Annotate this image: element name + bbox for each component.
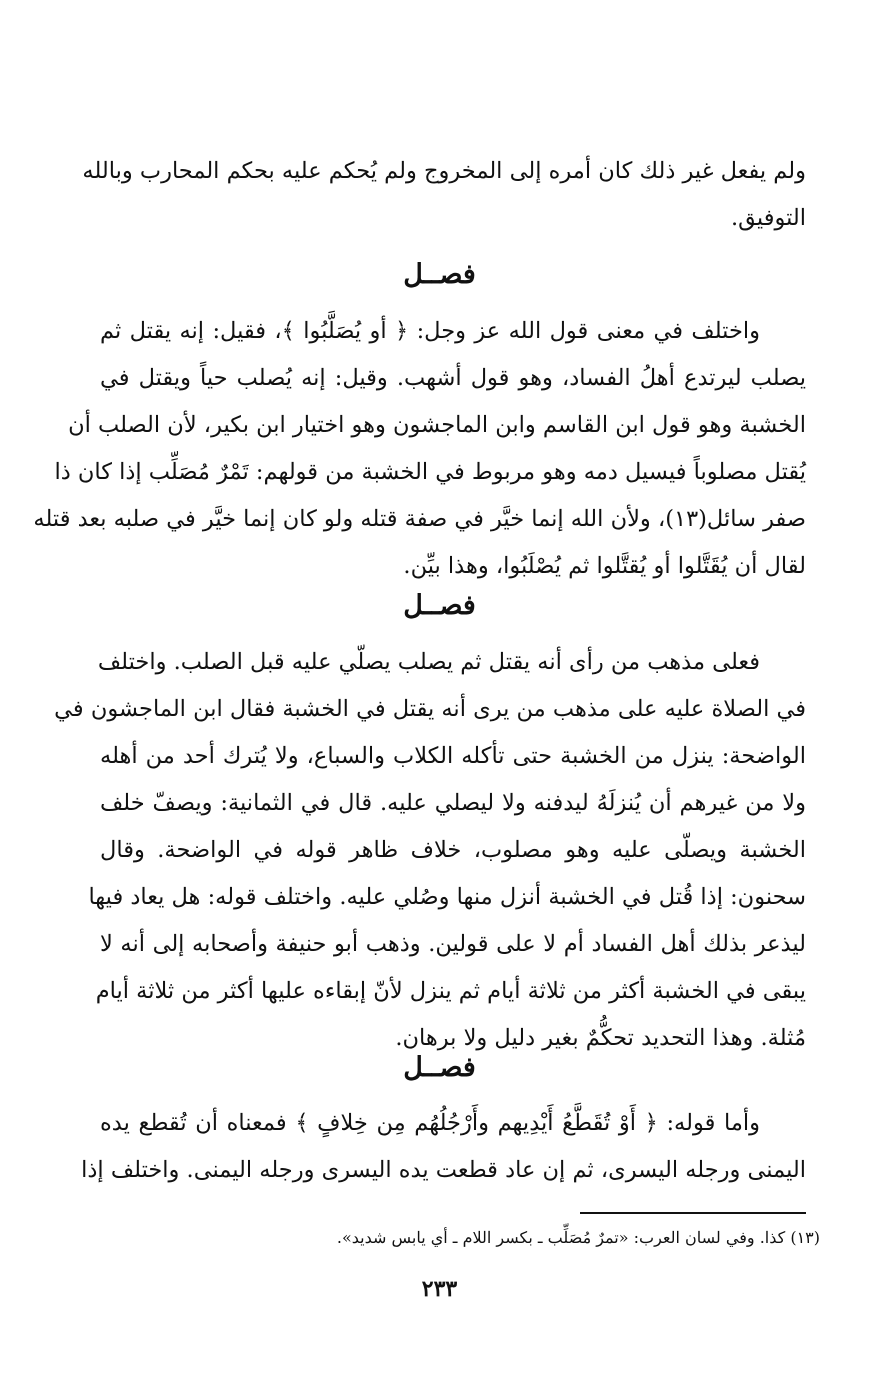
text-line: ليذعر بذلك أهل الفساد أم لا على قولين. وذهب أبو حنيفة وأصحابه إلى أنه لا xyxy=(100,931,806,957)
section-heading-2: فصــل xyxy=(403,590,476,621)
text-line: الواضحة: ينزل من الخشبة حتى تأكله الكلاب والسباع، ولا يُترك أحد من أهله xyxy=(100,743,806,769)
footnote-separator xyxy=(580,1212,806,1214)
section-heading-1: فصــل xyxy=(403,259,476,290)
text-line: الخشبة وهو قول ابن القاسم وابن الماجشون وهو اختيار ابن بكير، لأن الصلب أن xyxy=(68,412,806,438)
text-line: يبقى في الخشبة أكثر من ثلاثة أيام ثم ينزل لأنّ إبقاءه عليها أكثر من ثلاثة أيام xyxy=(95,978,806,1004)
section-heading-3: فصــل xyxy=(403,1052,476,1083)
text-line: في الصلاة عليه على مذهب من يرى أنه يقتل في الخشبة فقال ابن الماجشون في xyxy=(54,696,806,722)
text-line: وأما قوله: ﴿ أَوْ تُقَطَّعُ أَيْدِيهم وأَرْجُلُهُم مِن خِلافٍ ﴾ فمعناه أن تُقطع يده xyxy=(100,1110,760,1136)
text-line: فعلى مذهب من رأى أنه يقتل ثم يصلب يصلّي عليه قبل الصلب. واختلف xyxy=(97,649,760,675)
footnote: (١٣) كذا. وفي لسان العرب: «تمرٌ مُصَلِّب ـ بكسر اللام ـ أي يابس شديد». xyxy=(336,1228,820,1247)
text-line: صفر سائل(١٣)، ولأن الله إنما خيَّر في صفة قتله ولو كان إنما خيَّر في صلبه بعد قتله xyxy=(33,506,806,532)
intro-paragraph xyxy=(82,148,806,242)
text-line: الخشبة ويصلّى عليه وهو مصلوب، خلاف ظاهر قوله في الواضحة. وقال xyxy=(100,837,806,863)
section-2-paragraph xyxy=(54,639,806,1062)
text-line: يُقتل مصلوباً فيسيل دمه وهو مربوط في الخشبة من قولهم: تَمْرٌ مُصَلِّب إذا كان ذا xyxy=(54,459,806,485)
text-line: سحنون: إذا قُتل في الخشبة أنزل منها وصُلي عليه. واختلف قوله: هل يعاد فيها xyxy=(88,884,806,910)
text-line: التوفيق. xyxy=(731,205,806,231)
text-line: مُثلة. وهذا التحديد تحكُّمٌ بغير دليل ولا برهان. xyxy=(395,1025,806,1051)
text-line: ولا من غيرهم أن يُنزلَهُ ليدفنه ولا ليصلي عليه. قال في الثمانية: ويصفّ خلف xyxy=(100,790,806,816)
section-1-paragraph xyxy=(33,308,806,590)
text-line: واختلف في معنى قول الله عز وجل: ﴿ أو يُصَلَّبُوا ﴾، فقيل: إنه يقتل ثم xyxy=(100,318,760,344)
page-number: ٢٣٣ xyxy=(421,1276,458,1302)
text-line: لقال أن يُقَتَّلوا أو يُقتَّلوا ثم يُصْلَبُوا، وهذا بيِّن. xyxy=(403,553,806,579)
text-line: يصلب ليرتدع أهلُ الفساد، وهو قول أشهب. وقيل: إنه يُصلب حياً ويقتل في xyxy=(100,365,806,391)
text-line: اليمنى ورجله اليسرى، ثم إن عاد قطعت يده اليسرى ورجله اليمنى. واختلف إذا xyxy=(81,1157,806,1183)
section-3-paragraph xyxy=(81,1100,806,1194)
text-line: ولم يفعل غير ذلك كان أمره إلى المخروج ولم يُحكم عليه بحكم المحارب وبالله xyxy=(82,158,806,184)
